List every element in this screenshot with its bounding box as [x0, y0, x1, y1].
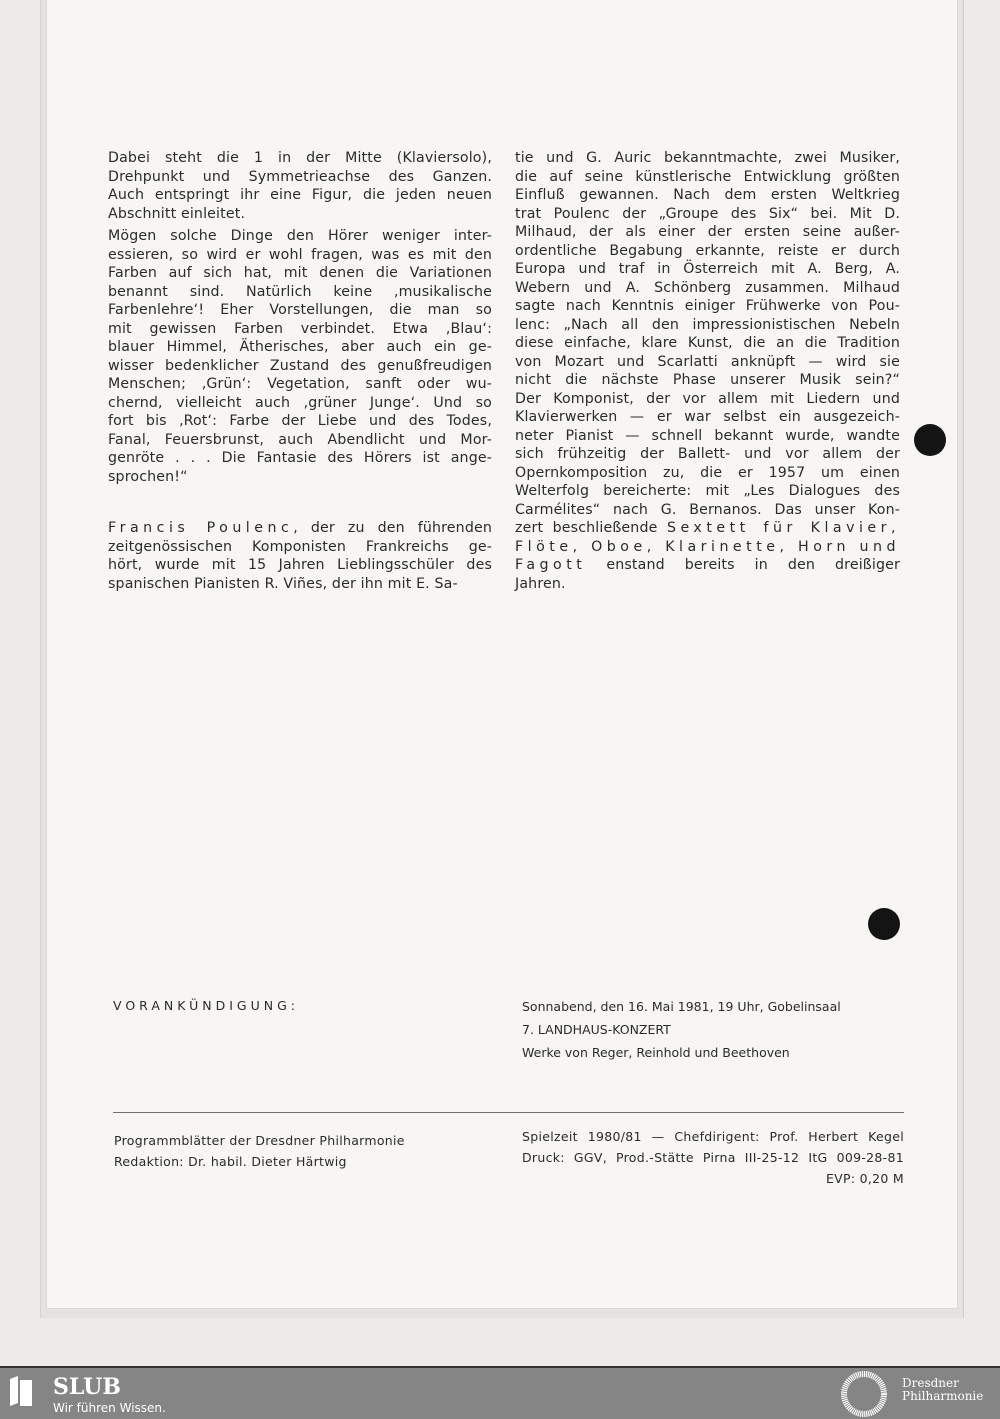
announcement-date: Sonnabend, den 16. Mai 1981, 19 Uhr, Gobelinsaal: [522, 999, 841, 1014]
text-line: Dabei steht die 1 in der Mitte (Klaviersolo),: [108, 150, 492, 166]
print-info: Druck: GGV, Prod.-Stätte Pirna III-25-12 ItG 009-28-81: [522, 1150, 904, 1165]
text-line: blauer Himmel, Ätherisches, aber auch ein ge-: [108, 339, 492, 355]
text-line: [515, 556, 900, 575]
text-line: von Mozart und Scarlatti anknüpft — wird sie: [515, 353, 900, 370]
text-line: Welterfolg bereicherte: mit „Les Dialogues des: [515, 483, 900, 499]
editor: Redaktion: Dr. habil. Dieter Härtwig: [114, 1154, 347, 1169]
slub-logo-text[interactable]: SLUB: [53, 1374, 121, 1400]
spaced-title: Francis Poulenc: [108, 520, 294, 536]
announcement-label: VORANKÜNDIGUNG:: [113, 998, 300, 1013]
divider: [113, 1112, 904, 1113]
text-column-left: [108, 149, 492, 593]
text-line: hört, wurde mit 15 Jahren Lieblingsschüler des: [108, 557, 492, 573]
partner-line-1: Dresdner: [902, 1376, 959, 1390]
spaced-title: Sextett für Klavier,: [666, 520, 900, 536]
text-line: sprochen!“: [108, 468, 188, 485]
text-line: Milhaud, der als einer der ersten seine außer-: [515, 224, 900, 240]
text-line: fort bis ‚Rot‘: Farbe der Liebe und des Todes,: [108, 413, 492, 429]
text-line: mit gewissen Farben verbindet. Etwa ‚Blau‘:: [108, 320, 492, 337]
text-line: essieren, so wird er wohl fragen, was es mit den: [108, 246, 492, 263]
paragraph: [515, 149, 900, 593]
text-line: Fanal, Feuersbrunst, auch Abendlicht und Mor-: [108, 431, 492, 448]
text-line: wisser bedenklicher Zustand des genußfreudigen: [108, 357, 492, 374]
text-segment: enstand bereits in den dreißiger: [586, 557, 900, 573]
text-line: zeitgenössischen Komponisten Frankreichs ge-: [108, 538, 492, 555]
text-line: neter Pianist — schnell bekannt wurde, wandte: [515, 427, 900, 444]
text-line: [108, 519, 492, 538]
text-line: diese einfache, klare Kunst, die an die Tradition: [515, 335, 900, 351]
punch-hole: [868, 908, 900, 940]
spaced-title: Fagott: [515, 557, 587, 573]
text-line: Europa und traf in Österreich mit A. Berg, A.: [515, 261, 900, 277]
text-line: lenc: „Nach all den impressionistischen Nebeln: [515, 316, 900, 333]
text-line: tie und G. Auric bekanntmachte, zwei Musiker,: [515, 150, 900, 166]
text-column-right: [515, 149, 900, 593]
text-line: Der Komponist, der vor allem mit Liedern und: [515, 390, 900, 407]
text-line: Einfluß gewannen. Nach dem ersten Weltkrieg: [515, 187, 900, 203]
text-line: die auf seine künstlerische Entwicklung größten: [515, 168, 900, 185]
paragraph: [108, 149, 492, 223]
announcement: [522, 995, 841, 1064]
text-line: genröte . . . Die Fantasie des Hörers ist ange-: [108, 450, 492, 466]
paragraph: [108, 519, 492, 593]
text-line: Abschnitt einleitet.: [108, 205, 246, 222]
text-line: Farben auf sich hat, mit denen die Variationen: [108, 265, 492, 281]
text-line: Menschen; ‚Grün‘: Vegetation, sanft oder wu-: [108, 376, 492, 392]
text-segment: , der zu den führenden: [293, 520, 492, 536]
slub-book-icon: [10, 1376, 32, 1406]
season: Spielzeit 1980/81 — Chefdirigent: Prof. Herbert Kegel: [522, 1129, 904, 1144]
text-line: Webern und A. Schönberg zusammen. Milhaud: [515, 279, 900, 296]
text-line: Auch entspringt ihr eine Figur, die jeden neuen: [108, 187, 492, 203]
price: EVP: 0,20 M: [825, 1171, 904, 1186]
text-line: sagte nach Kenntnis einiger Frühwerke von Pou-: [515, 298, 900, 314]
slub-tagline: Wir führen Wissen.: [53, 1401, 166, 1415]
imprint-left: [114, 1130, 405, 1172]
publisher: Programmblätter der Dresdner Philharmonie: [114, 1133, 405, 1148]
text-line: Mögen solche Dinge den Hörer weniger inter-: [108, 228, 492, 244]
spaced-title: Flöte, Oboe, Klarinette, Horn und: [515, 538, 900, 555]
text-line: [515, 538, 900, 557]
text-line: chernd, vielleicht auch ‚grüner Junge‘. Und so: [108, 394, 492, 411]
text-line: Klavierwerken — er war selbst ein ausgezeich-: [515, 409, 900, 425]
philharmonie-logo-icon: [841, 1371, 887, 1417]
text-line: Carmélites“ nach G. Bernanos. Das unser Kon-: [515, 501, 900, 518]
text-line: spanischen Pianisten R. Viñes, der ihn mit E. Sa-: [108, 575, 458, 592]
text-line: nicht die nächste Phase unserer Musik sein?“: [515, 372, 900, 388]
announcement-concert: 7. LANDHAUS-KONZERT: [522, 1022, 671, 1037]
text-line: Drehpunkt und Symmetrieachse des Ganzen.: [108, 168, 492, 185]
punch-hole: [914, 424, 946, 456]
viewer-footer-bar: [0, 1366, 1000, 1419]
text-line: Farbenlehre‘! Eher Vorstellungen, die man so: [108, 302, 492, 318]
text-line: Opernkomposition zu, die er 1957 um einen: [515, 464, 900, 481]
imprint-right: [522, 1126, 904, 1189]
announcement-works: Werke von Reger, Reinhold und Beethoven: [522, 1045, 790, 1060]
text-line: [515, 519, 900, 538]
text-line: benannt sind. Natürlich keine ‚musikalische: [108, 283, 492, 300]
text-line: trat Poulenc der „Groupe des Six“ bei. Mit D.: [515, 205, 900, 222]
paragraph: [108, 227, 492, 486]
paragraph-gap: [108, 486, 492, 519]
partner-line-2: Philharmonie: [902, 1389, 984, 1403]
philharmonie-logo-text[interactable]: [902, 1377, 983, 1403]
text-line: Jahren.: [515, 575, 566, 592]
text-segment: zert beschließende: [515, 520, 667, 536]
text-line: ordentliche Begabung erkannte, reiste er durch: [515, 242, 900, 259]
text-line: sich frühzeitig der Ballett- und vor allem der: [515, 446, 900, 462]
